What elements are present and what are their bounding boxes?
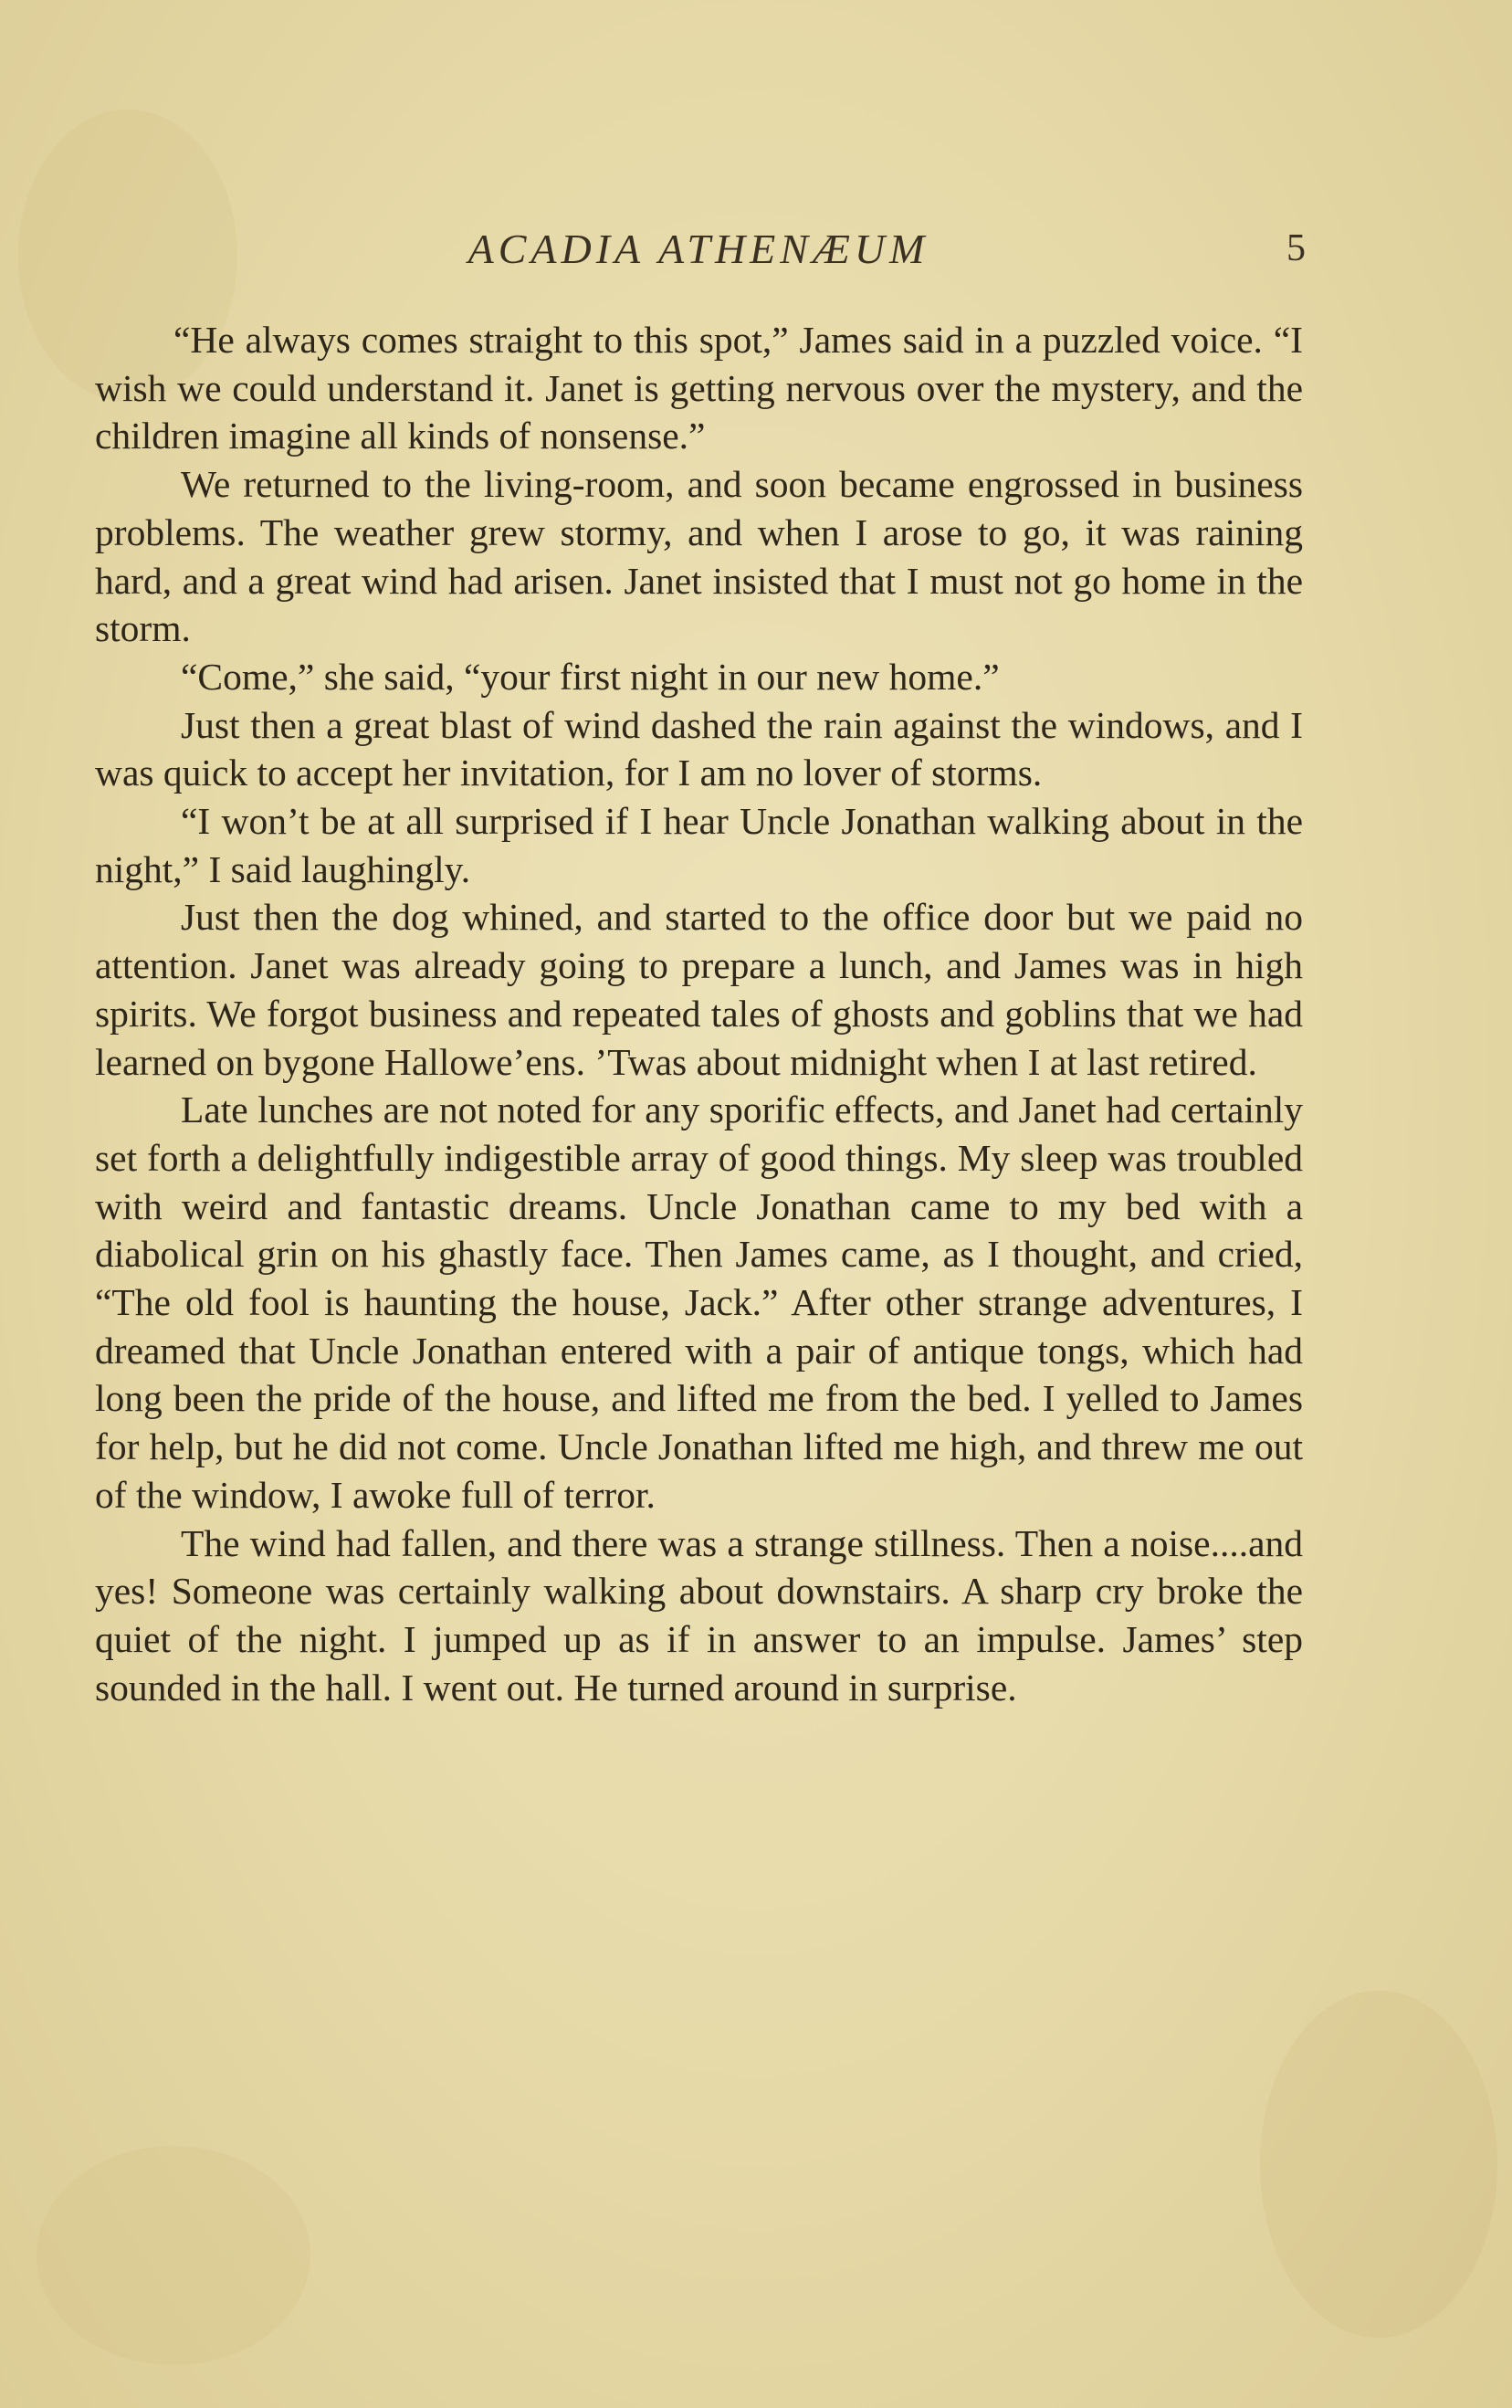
- paragraph: “He always comes straight to this spot,” James said in a puzzled voice. “I wish we could understand it. Janet is getting nervous over the mystery, and the children imagine all kinds of nonsense.”: [95, 319, 1303, 457]
- paragraph: We returned to the living-room, and soon became engrossed in business problems. The weather grew stormy, and when I arose to go, it was raining hard, and a great wind had arisen. Janet insisted that I must not go home in the storm.: [95, 463, 1303, 650]
- paragraph: Late lunches are not noted for any sporific effects, and Janet had certainly set forth a delightfully indigestible array of good things. My sleep was troubled with weird and fantastic dreams. Uncle Jonathan came to my bed with a diabolical grin on his ghastly face. Then James came, as I thought, and cried, “The old fool is haunting the house, Jack.” After other strange adventures, I dreamed that Uncle Jonathan entered with a pair of antique tongs, which had long been the pride of the house, and lifted me from the bed. I yelled to James for help, but he did not come. Uncle Jonathan lifted me high, and threw me out of the window, I awoke full of terror.: [95, 1088, 1303, 1516]
- paragraph: “I won’t be at all surprised if I hear Uncle Jonathan walking about in the night,” I said laughingly.: [95, 800, 1303, 890]
- paragraph: The wind had fallen, and there was a strange stillness. Then a noise....and yes! Someone was certainly walking about downstairs. A sharp cry broke the quiet of the night. I jumped up as if in answer to an impulse. James’ step sounded in the hall. I went out. He turned around in surprise.: [95, 1521, 1303, 1709]
- paper-stain: [1260, 1991, 1497, 2338]
- journal-title: ACADIA ATHENÆUM: [467, 226, 929, 272]
- paper-stain: [37, 2146, 310, 2365]
- paragraph: Just then a great blast of wind dashed the rain against the windows, and I was quick to accept her invitation, for I am no lover of storms.: [95, 703, 1303, 794]
- paragraph: “Come,” she said, “your first night in our new home.”: [181, 655, 1000, 698]
- paragraph: Just then the dog whined, and started to the office door but we paid no attention. Janet was already going to prepare a lunch, and James was in high spirits. We forgot business and repeated tales of ghosts and goblins that we had learned on bygone Hallowe’ens. ’Twas about midnight when I at last retired.: [95, 896, 1303, 1083]
- page-number: 5: [1286, 227, 1306, 269]
- running-head: [91, 225, 1306, 279]
- article-body: [95, 316, 1303, 1711]
